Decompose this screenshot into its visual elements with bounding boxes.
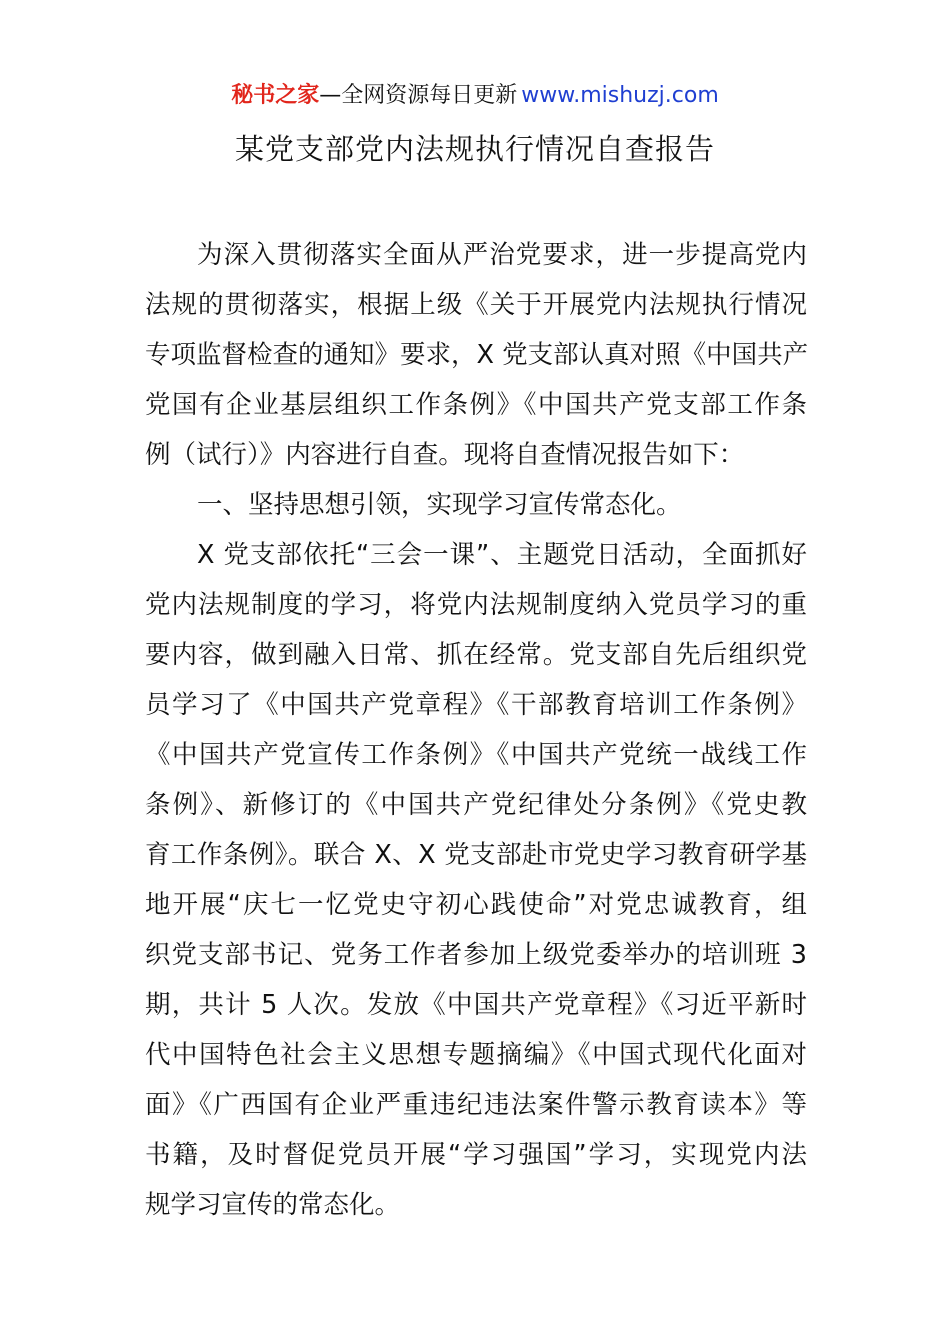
section-heading-1: 一、坚持思想引领，实现学习宣传常态化。: [197, 490, 682, 520]
banner-tagline: —全网资源每日更新: [319, 83, 518, 108]
paragraph-2-line-5: 《中国共产党宣传工作条例》《中国共产党统一战线工作: [145, 740, 807, 770]
paragraph-2-line-2: 党内法规制度的学习，将党内法规制度纳入党员学习的重: [145, 590, 807, 620]
paragraph-1-line-4: 党国有企业基层组织工作条例》《中国共产党支部工作条: [145, 390, 807, 420]
site-url-link[interactable]: www.mishuzj.com: [521, 83, 719, 108]
paragraph-1-line-1: 为深入贯彻落实全面从严治党要求，进一步提高党内: [197, 240, 807, 270]
site-banner: [0, 82, 950, 110]
paragraph-2-line-4: 员学习了《中国共产党章程》《干部教育培训工作条例》: [145, 690, 807, 720]
paragraph-1-line-3: 专项监督检查的通知》要求，X 党支部认真对照《中国共产: [145, 340, 809, 370]
paragraph-2-line-11: 代中国特色社会主义思想专题摘编》《中国式现代化面对: [145, 1040, 807, 1070]
paragraph-2-line-8: 地开展“庆七一忆党史守初心践使命”对党忠诚教育，组: [145, 890, 807, 920]
document-body: [145, 230, 807, 1230]
paragraph-1-line-5: 例（试行）》内容进行自查。现将自查情况报告如下：: [145, 440, 745, 470]
paragraph-2-line-7: 育工作条例》。联合 X、X 党支部赴市党史学习教育研学基: [145, 840, 807, 870]
paragraph-2-line-6: 条例》、新修订的《中国共产党纪律处分条例》《党史教: [145, 790, 807, 820]
paragraph-2-line-13: 书籍，及时督促党员开展“学习强国”学习，实现党内法: [145, 1140, 807, 1170]
brand-name: 秘书之家: [231, 83, 320, 108]
paragraph-2-line-12: 面》《广西国有企业严重违纪违法案件警示教育读本》等: [145, 1090, 807, 1120]
paragraph-2-line-14: 规学习宣传的常态化。: [145, 1190, 401, 1220]
document-title: 某党支部党内法规执行情况自查报告: [234, 132, 715, 166]
paragraph-1-line-2: 法规的贯彻落实，根据上级《关于开展党内法规执行情况: [145, 290, 807, 320]
paragraph-2-line-9: 织党支部书记、党务工作者参加上级党委举办的培训班 3: [145, 940, 807, 970]
paragraph-2-line-3: 要内容，做到融入日常、抓在经常。党支部自先后组织党: [145, 640, 807, 670]
paragraph-2-line-1: X 党支部依托“三会一课”、主题党日活动，全面抓好: [197, 540, 807, 570]
paragraph-2-line-10: 期，共计 5 人次。发放《中国共产党章程》《习近平新时: [145, 990, 807, 1020]
